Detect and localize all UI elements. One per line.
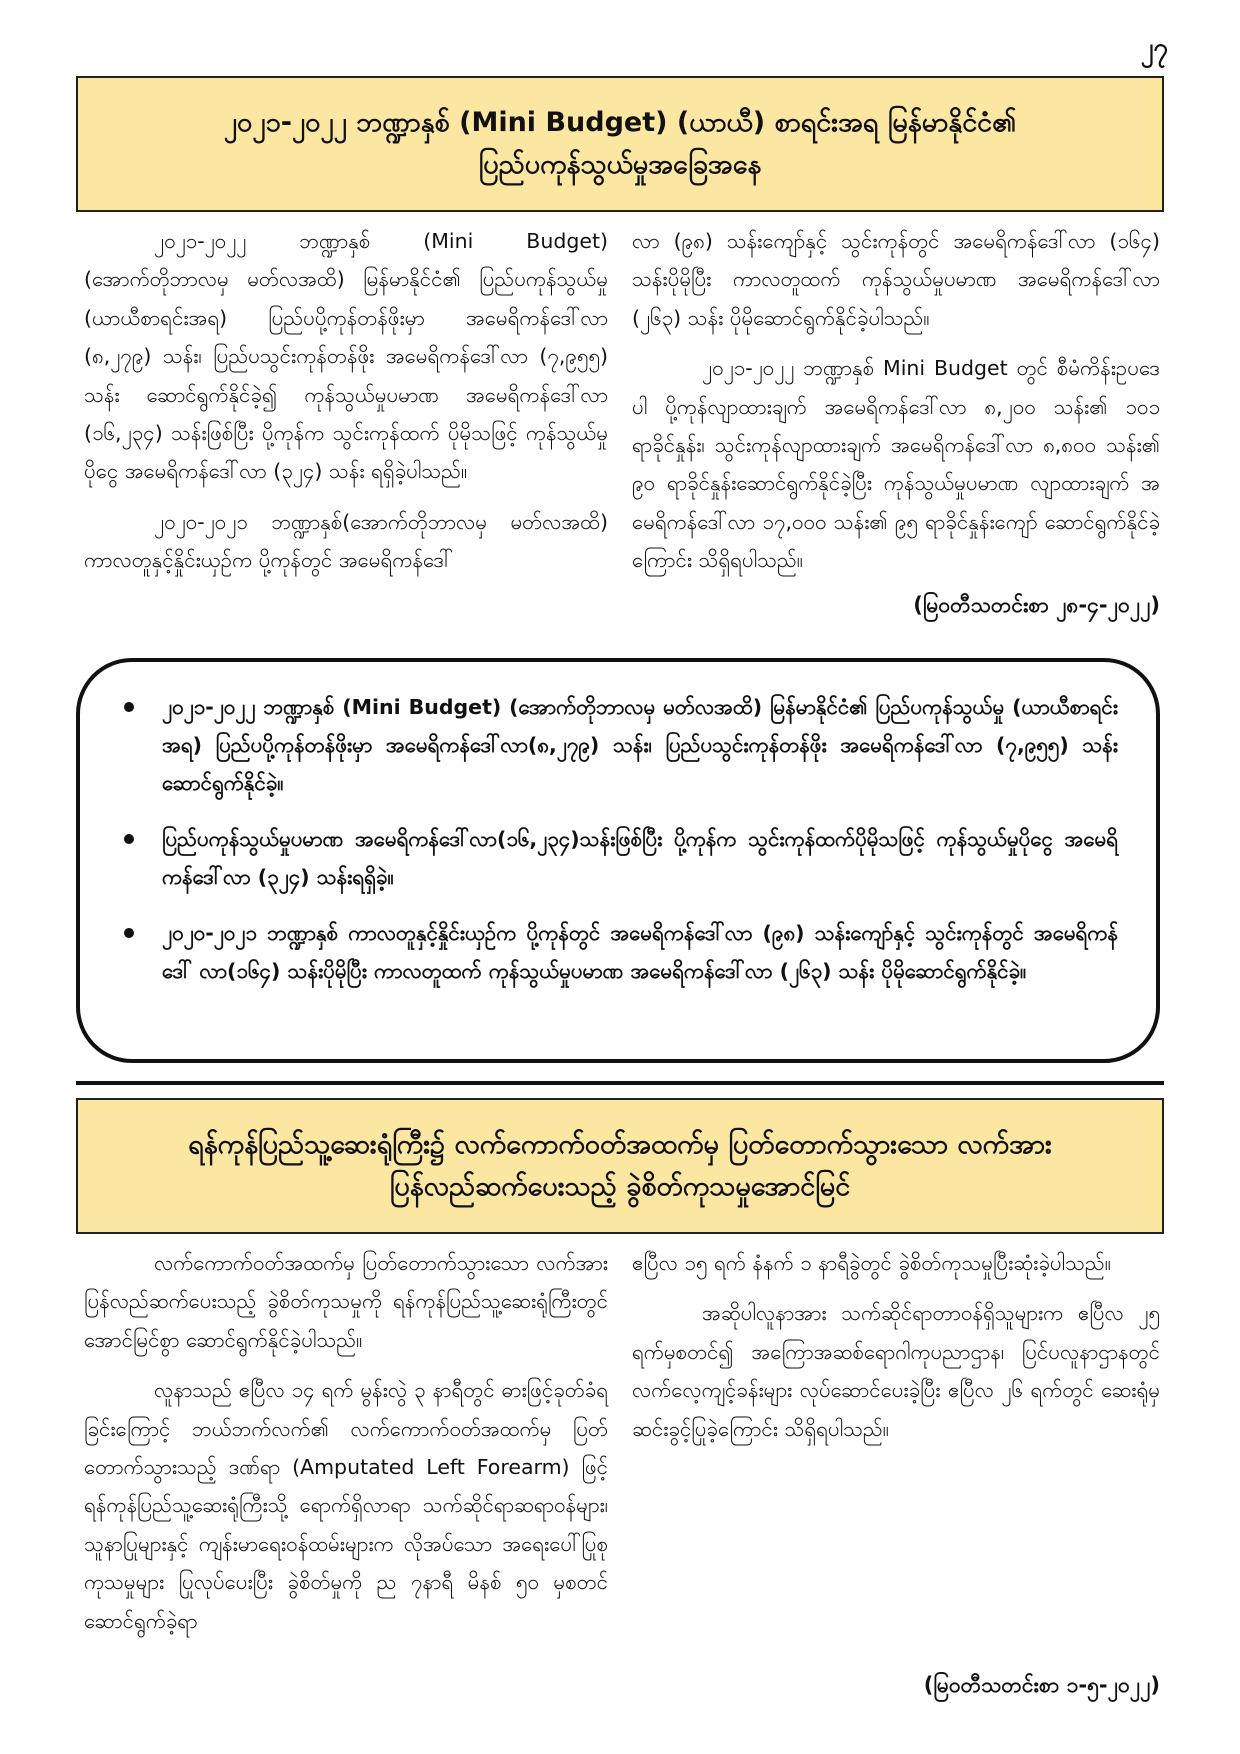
- summary-item-text: ၂၀၂၀-၂၀၂၁ ဘဏ္ဍာနှစ် ကာလတူနှင့်နှိုင်းယှဉ်က ပို့ကုန်တွင် အမေရိကန်ဒေါ်လာ (၉၈) သန်းကျော်နှင့် သွင်းကုန်တွင် အမေရိကန်ဒေါ် လာ(၁၆၄) သန်းပိုမိုပြီး ကာလတူထက် ကုန်သွယ်မှုပမာဏ အမေရိကန်ဒေါ်လာ (၂၆၃) သန်း ပိုမိုဆောင်ရွက်နိုင်ခဲ့။: [162, 921, 1118, 983]
- article2-title-line-2: ပြန်လည်ဆက်ပေးသည့် ခွဲစိတ်ကုသမှုအောင်မြင်: [389, 1171, 851, 1202]
- article1-left-column: [84, 222, 608, 580]
- bullet-icon: [124, 834, 134, 844]
- summary-item-text: ပြည်ပကုန်သွယ်မှုပမာဏ အမေရိကန်ဒေါ်လာ(၁၆,၂၃၄)သန်းဖြစ်ပြီး ပို့ကုန်က သွင်းကုန်ထက်ပိုမိုသဖြင့် ကုန်သွယ်မှုပိုငွေ အမေရိကန်ဒေါ်လာ (၃၂၄) သန်းရရှိခဲ့။: [162, 827, 1118, 889]
- summary-box: [76, 658, 1160, 1063]
- bullet-icon: [124, 928, 134, 938]
- summary-item: [118, 914, 1118, 990]
- article1-title-line-1: ၂၀၂၁-၂၀၂၂ ဘဏ္ဍာနှစ် (Mini Budget) (ယာယီ) စာရင်းအရ မြန်မာနိုင်ငံ၏: [223, 107, 1017, 139]
- summary-item-text: ၂၀၂၁-၂၀၂၂ ဘဏ္ဍာနှစ် (Mini Budget) (အောက်တိုဘာလမှ မတ်လအထိ) မြန်မာနိုင်ငံ၏ ပြည်ပကုန်သွယ်မှု (ယာယီစာရင်းအရ) ပြည်ပပို့ကုန်တန်ဖိုးမှာ အမေရိကန်ဒေါ်လာ(၈,၂၇၉) သန်း၊ ပြည်ပသွင်းကုန်တန်ဖိုး အမေရိကန်ဒေါ်လာ (၇,၉၅၅) သန်း ဆောင်ရွက်နိုင်ခဲ့။: [162, 695, 1118, 795]
- article1-right-paragraph-1: လာ (၉၈) သန်းကျော်နှင့် သွင်းကုန်တွင် အမေရိကန်ဒေါ်လာ (၁၆၄) သန်းပိုမိုပြီး ကာလတူထက် ကုန်သွယ်မှုပမာဏ အမေရိကန်ဒေါ်လာ (၂၆၃) သန်း ပိုမိုဆောင်ရွက်နိုင်ခဲ့ပါသည်။: [632, 229, 1160, 330]
- article1-left-paragraph-2: ၂၀၂၀-၂၀၂၁ ဘဏ္ဍာနှစ်(အောက်တိုဘာလမှ မတ်လအထိ) ကာလတူနှင့်နှိုင်းယှဉ်က ပို့ကုန်တွင် အမေရိကန်ဒေါ်: [84, 509, 608, 573]
- article2-left-paragraph-2: လူနာသည် ဧပြီလ ၁၄ ရက် မွန်းလွဲ ၃ နာရီတွင် ဓားဖြင့်ခုတ်ခံရခြင်းကြောင့် ဘယ်ဘက်လက်၏ လက်ကောက်ဝတ်အထက်မှ ပြတ်တောက်သွားသည့် ဒဏ်ရာ (Amputated Left Forearm) ဖြင့် ရန်ကုန်ပြည်သူ့ဆေးရုံကြီးသို့ ရောက်ရှိလာရာ သက်ဆိုင်ရာဆရာဝန်များ၊ သူနာပြုများနှင့် ကျန်းမာရေးဝန်ထမ်းများက လိုအပ်သော အရေးပေါ်ပြုစုကုသမှုများ ပြုလုပ်ပေးပြီး ခွဲစိတ်မှုကို ည ၇နာရီ မိနစ် ၅၀ မှစတင် ဆောင်ရွက်ခဲ့ရာ: [84, 1378, 608, 1633]
- page-number: ၂၇: [1140, 33, 1168, 63]
- article2-title-box: [76, 1098, 1164, 1234]
- article1-right-paragraph-2: ၂၀၂၁-၂၀၂၂ ဘဏ္ဍာနှစ် Mini Budget တွင် စီမံကိန်းဥပဒေပါ ပို့ကုန်လျာထားချက် အမေရိကန်ဒေါ်လာ ၈,၂၀၀ သန်း၏ ၁၀၁ ရာခိုင်နှုန်း၊ သွင်းကုန်လျာထားချက် အမေရိကန်ဒေါ်လာ ၈,၈၀၀ သန်း၏ ၉၀ ရာခိုင်နှုန်းဆောင်ရွက်နိုင်ခဲ့ပြီး ကုန်သွယ်မှုပမာဏ လျာထားချက် အမေရိကန်ဒေါ်လာ ၁၇,၀၀၀ သန်း၏ ၉၅ ရာခိုင်နှုန်းကျော် ဆောင်ရွက်နိုင်ခဲ့ကြောင်း သိရှိရပါသည်။: [632, 356, 1160, 573]
- summary-list: [118, 688, 1118, 990]
- summary-item: [118, 820, 1118, 896]
- section-divider: [76, 1081, 1164, 1085]
- article1-right-column: [632, 222, 1160, 580]
- article2-source: (မြဝတီသတင်းစာ ၁-၅-၂၀၂၂): [923, 1673, 1160, 1697]
- article1-title-line-2: ပြည်ပကုန်သွယ်မှုအခြေအနေ: [478, 149, 762, 180]
- article2-left-column: [84, 1244, 608, 1640]
- summary-item: [118, 688, 1118, 802]
- article2-right-paragraph-1: ဧပြီလ ၁၅ ရက် နံနက် ၁ နာရီခွဲတွင် ခွဲစိတ်ကုသမှုပြီးဆုံးခဲ့ပါသည်။: [632, 1251, 1111, 1275]
- article2-title-line-1: ရန်ကုန်ပြည်သူ့ဆေးရုံကြီး၌ လက်ကောက်ဝတ်အထက်မှ ပြတ်တောက်သွားသော လက်အား: [188, 1129, 1052, 1161]
- article2-right-paragraph-2: အဆိုပါလူနာအား သက်ဆိုင်ရာတာဝန်ရှိသူများက ဧပြီလ ၂၅ ရက်မှစတင်၍ အကြောအဆစ်ရောဂါကုပညာဌာန၊ ပြင်ပလူနာဌာနတွင် လက်လေ့ကျင့်ခန်းများ လုပ်ဆောင်ပေးခဲ့ပြီး ဧပြီလ ၂၆ ရက်တွင် ဆေးရုံမှ ဆင်းခွင့်ပြုခဲ့ကြောင်း သိရှိရပါသည်။: [632, 1301, 1160, 1441]
- article2-right-column: [632, 1244, 1160, 1448]
- bullet-icon: [124, 702, 134, 712]
- article2-left-paragraph-1: လက်ကောက်ဝတ်အထက်မှ ပြတ်တောက်သွားသော လက်အား ပြန်လည်ဆက်ပေးသည့် ခွဲစိတ်ကုသမှုကို ရန်ကုန်ပြည်သူ့ဆေးရုံကြီးတွင် အောင်မြင်စွာ ဆောင်ရွက်နိုင်ခဲ့ပါသည်။: [84, 1251, 608, 1352]
- article1-source: (မြဝတီသတင်းစာ ၂၈-၄-၂၀၂၂): [913, 593, 1160, 617]
- article1-left-paragraph-1: ၂၀၂၁-၂၀၂၂ ဘဏ္ဍာနှစ် (Mini Budget) (အောက်တိုဘာလမှ မတ်လအထိ) မြန်မာနိုင်ငံ၏ ပြည်ပကုန်သွယ်မှု (ယာယီစာရင်းအရ) ပြည်ပပို့ကုန်တန်ဖိုးမှာ အမေရိကန်ဒေါ်လာ (၈,၂၇၉) သန်း၊ ပြည်ပသွင်းကုန်တန်ဖိုး အမေရိကန်ဒေါ်လာ (၇,၉၅၅) သန်း ဆောင်ရွက်နိုင်ခဲ့၍ ကုန်သွယ်မှုပမာဏ အမေရိကန်ဒေါ်လာ (၁၆,၂၃၄) သန်းဖြစ်ပြီး ပို့ကုန်က သွင်းကုန်ထက် ပိုမိုသဖြင့် ကုန်သွယ်မှုပိုငွေ အမေရိကန်ဒေါ်လာ (၃၂၄) သန်း ရရှိခဲ့ပါသည်။: [84, 229, 608, 484]
- article1-title-box: [76, 76, 1164, 212]
